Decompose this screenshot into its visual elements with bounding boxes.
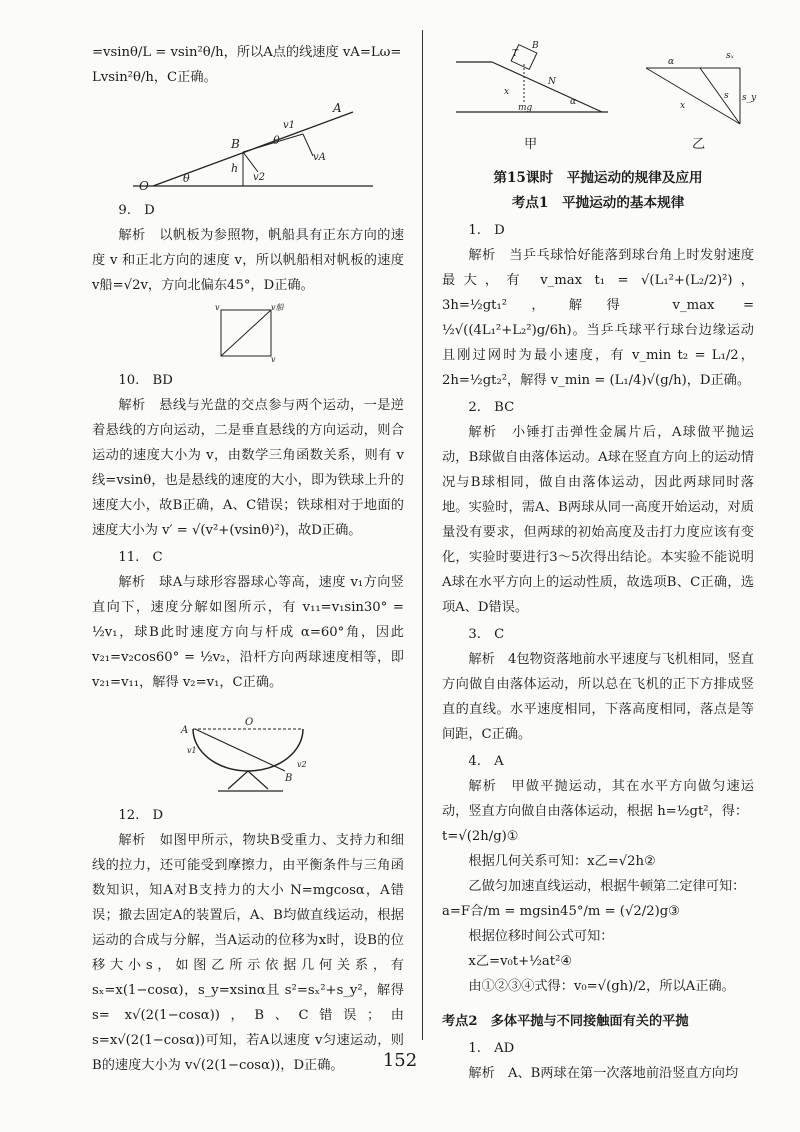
section-title: 第15课时 平抛运动的规律及应用 bbox=[493, 170, 703, 186]
q11-analysis: 解析 球A与球形容器球心等高，速度 v₁方向竖直向下，速度分解如图所示，有 v₁₁=v₁sin30° = ½v₁，球B此时速度方向与杆成 α=60°角，因此 v₂₁=v₂cos60° = ½v₂，沿杆方向两球速度相等，即 v₂₁=v₁₁，解得 v₂=v₁，C正确。 bbox=[92, 575, 404, 690]
figure-jia-label: 甲 bbox=[524, 137, 538, 152]
r-q4-text: 乙做匀加速直线运动，根据牛顿第二定律可知： bbox=[468, 879, 746, 894]
r-q4-analysis: 解析 甲做平抛运动，其在水平方向做匀速运动，竖直方向做自由落体运动，根据 h=½gt²，得： bbox=[442, 779, 754, 819]
figure-q8-incline bbox=[113, 94, 383, 194]
svg-text:θ: θ bbox=[273, 134, 280, 147]
svg-text:α: α bbox=[570, 97, 577, 107]
r-q2-answer: 2. BC bbox=[468, 400, 515, 415]
svg-text:x: x bbox=[504, 87, 510, 97]
q12-answer: 12. D bbox=[118, 808, 164, 823]
q9-answer: 9. D bbox=[118, 203, 155, 218]
figure-jia bbox=[452, 34, 612, 124]
r-q4-eq1: t=√(2h/g)① bbox=[442, 829, 519, 844]
figure-q11-sphere bbox=[173, 699, 323, 799]
svg-text:O: O bbox=[245, 717, 254, 728]
q12-analysis: 解析 如图甲所示，物块B受重力、支持力和细线的拉力，还可能受到摩擦力，由平衡条件与三角函数知识，知A对B支持力的大小 N=mgcosα，A错误；撤去固定A的装置后，A、B均做直线运动，根据运动的合成与分解，当A运动的位移为x时，设B的位移大小s，如图乙所示依据几何关系，有 sₓ=x(1−cosα)，s_y=xsinα且 s²=sₓ²+s_y²，解得 s= x√(2(1−cosα))，B、C错误；由 s=x√(2(1−cosα))可知，若A以速度 v匀速运动，则B的速度大小为 v√(2(1−cosα))，D正确。 bbox=[92, 833, 404, 1073]
svg-text:v: v bbox=[215, 303, 220, 312]
svg-text:v1: v1 bbox=[283, 120, 296, 131]
right-column bbox=[442, 34, 757, 1086]
svg-text:T: T bbox=[512, 49, 519, 59]
figures-row bbox=[442, 34, 757, 154]
figure-yi bbox=[640, 48, 757, 138]
left-line-2: Lvsin²θ/h，C正确。 bbox=[92, 70, 217, 85]
column-divider bbox=[422, 30, 423, 1040]
svg-text:O: O bbox=[139, 179, 149, 193]
svg-text:θ: θ bbox=[183, 172, 190, 185]
r-q1-analysis: 解析 当乒乓球恰好能落到球台角上时发射速度最大，有 v_max t₁ = √(L₁²+(L₂/2)²)，3h=½gt₁²，解得 v_max = ½√((4L₁²+L₂²)g/6h)。当乒乓球平行球台边缘运动且刚过网时为最小速度，有 v_min t₂ = L₁/2，2h=½gt₂²，解得 v_min = (L₁/4)√(g/h)，D正确。 bbox=[442, 248, 754, 388]
svg-text:mg: mg bbox=[518, 103, 533, 113]
svg-text:A: A bbox=[181, 725, 189, 736]
svg-text:s: s bbox=[724, 91, 729, 101]
svg-text:s_y: s_y bbox=[742, 93, 757, 103]
figure-yi-label: 乙 bbox=[692, 137, 706, 152]
svg-text:vA: vA bbox=[313, 152, 326, 163]
r-q3-analysis: 解析 4包物资落地前水平速度与飞机相同，竖直方向做自由落体运动，所以总在飞机的正下方排成竖直的直线。水平速度相同，下落高度相同，落点是等间距，C正确。 bbox=[442, 652, 754, 742]
r-q4-eq2: 根据几何关系可知：x乙=√2h② bbox=[468, 854, 656, 869]
point1-title: 考点1 平抛运动的基本规律 bbox=[511, 195, 685, 211]
svg-text:B: B bbox=[285, 773, 293, 784]
r-q4-eq3: a=F合/m = mgsin45°/m = (√2/2)g③ bbox=[442, 904, 680, 919]
q11-answer: 11. C bbox=[118, 550, 163, 565]
svg-text:B: B bbox=[231, 137, 240, 151]
r-q4-eq4: x乙=v₀t+½at²④ bbox=[468, 954, 573, 969]
r-q4-result: 由①②③④式得：v₀=√(gh)/2，所以A正确。 bbox=[468, 979, 735, 994]
svg-text:B: B bbox=[532, 41, 539, 51]
q9-analysis: 解析 以帆板为参照物，帆船具有正东方向的速度 v 和正北方向的速度 v，所以帆船相对帆板的速度 v船=√2v，方向北偏东45°，D正确。 bbox=[92, 228, 404, 293]
q10-analysis: 解析 悬线与光盘的交点参与两个运动，一是逆着悬线的方向运动，二是垂直悬线的方向运动，则合运动的速度大小为 v，由数学三角函数关系，则有 v线=vsinθ，也是悬线的速度的大小，即为铁球上升的速度大小，故B正确，A、C错误；铁球相对于地面的速度大小为 v′ = √(v²+(vsinθ)²)，故D正确。 bbox=[92, 398, 404, 538]
left-column bbox=[92, 40, 404, 1078]
svg-text:v船: v船 bbox=[271, 303, 284, 312]
svg-text:sₓ: sₓ bbox=[726, 51, 734, 61]
svg-text:α: α bbox=[668, 57, 675, 67]
svg-text:A: A bbox=[333, 101, 342, 115]
r-q3-answer: 3. C bbox=[468, 627, 505, 642]
svg-text:v: v bbox=[271, 355, 276, 364]
r-q4-answer: 4. A bbox=[468, 754, 504, 769]
figure-q9-velocity-square bbox=[213, 302, 283, 364]
r-q1b-analysis: 解析 A、B两球在第一次落地前沿竖直方向均 bbox=[468, 1066, 739, 1081]
left-line-1: =vsinθ/L = vsin²θ/h，所以A点的线速度 vA=Lω= bbox=[92, 45, 402, 60]
r-q2-analysis: 解析 小锤打击弹性金属片后，A球做平抛运动，B球做自由落体运动。A球在竖直方向上的运动情况与B球相同，做自由落体运动，因此两球同时落地。实验时，需A、B两球从同一高度开始运动，对质量没有要求，但两球的初始高度及击打力度应该有变化，实验时要进行3～5次得出结论。本实验不能说明A球在水平方向上的运动性质，故选项B、C正确，选项A、D错误。 bbox=[442, 425, 754, 615]
point2-title: 考点2 多体平抛与不同接触面有关的平抛 bbox=[442, 1014, 689, 1029]
page-number: 152 bbox=[382, 1050, 418, 1071]
r-q1b-answer: 1. AD bbox=[468, 1041, 515, 1056]
r-q1-answer: 1. D bbox=[468, 223, 505, 238]
svg-text:h: h bbox=[231, 162, 239, 175]
svg-text:x: x bbox=[680, 101, 686, 111]
svg-text:v2: v2 bbox=[297, 760, 307, 769]
svg-text:N: N bbox=[548, 77, 556, 87]
r-q4-text2: 根据位移时间公式可知： bbox=[468, 929, 614, 944]
svg-text:v2: v2 bbox=[253, 172, 266, 183]
q10-answer: 10. BD bbox=[118, 373, 173, 388]
svg-text:v1: v1 bbox=[187, 746, 197, 755]
